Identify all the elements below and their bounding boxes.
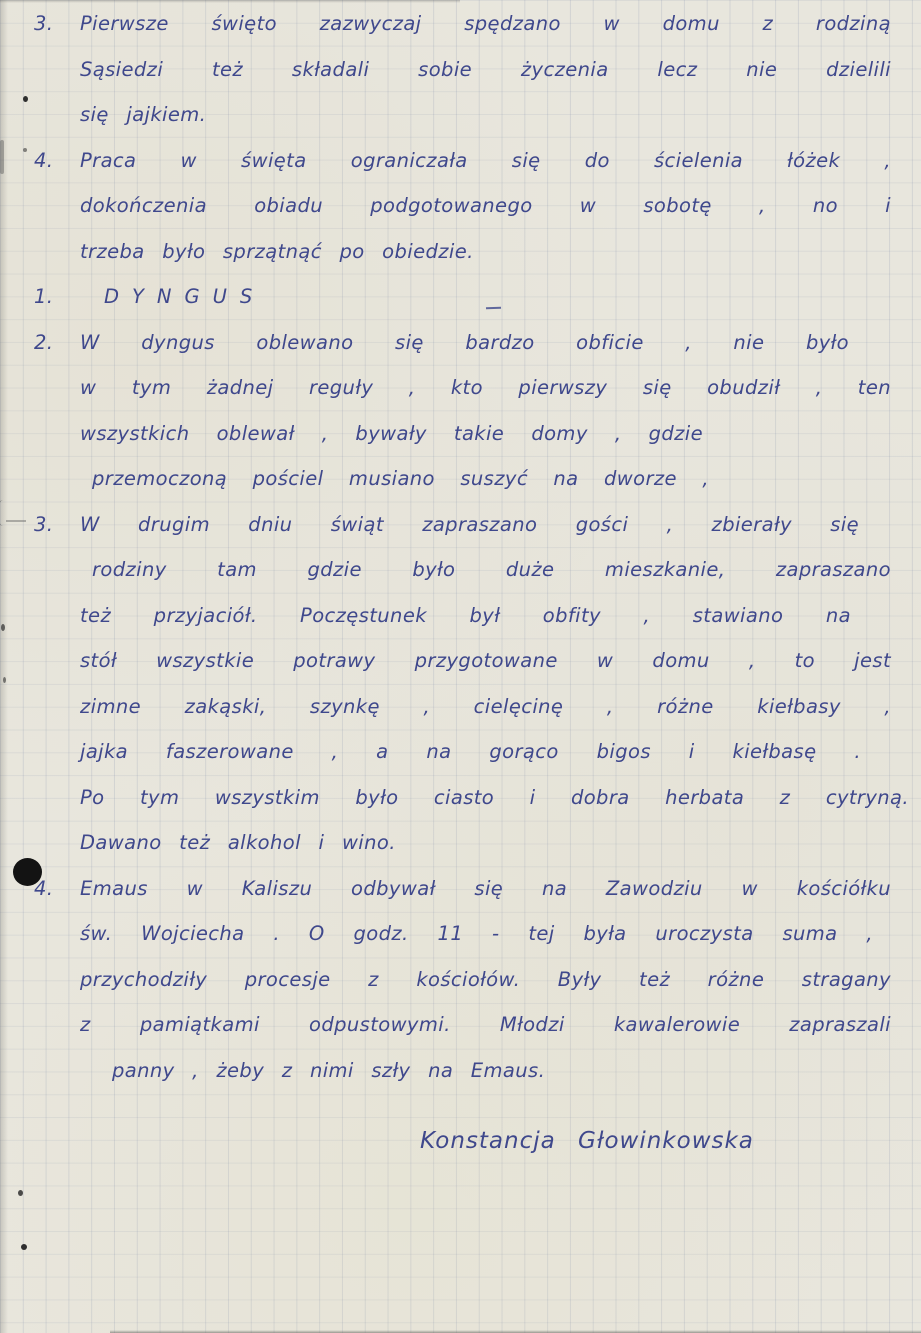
scan-edge-top — [0, 0, 460, 3]
handwriting-line-text: Dawano też alkohol i wino. — [80, 831, 396, 854]
ink-speck — [18, 1190, 23, 1196]
text-line — [0, 645, 921, 691]
handwritten-text — [0, 8, 921, 1154]
text-line — [0, 281, 921, 327]
handwriting-line-text: też przyjaciół. Poczęstunek był obfity , stawiano na — [80, 603, 851, 627]
handwriting-line-text: św. Wojciecha . O godz. 11 - tej była uroczysta suma , — [80, 922, 873, 945]
text-line — [0, 418, 921, 464]
text-line — [0, 54, 921, 100]
text-line — [0, 372, 921, 418]
text-line — [0, 509, 921, 555]
handwriting-line-text: wszystkich oblewał , bywały takie domy , gdzie — [80, 421, 703, 445]
text-line — [0, 1055, 921, 1101]
handwriting-line-text: się jajkiem. — [80, 103, 207, 126]
text-line — [0, 736, 921, 782]
ink-speck — [21, 1244, 27, 1250]
handwriting-line-text: Po tym wszystkim było ciasto i dobra herbata z cytryną. — [80, 785, 909, 809]
signature: Konstancja Głowinkowska — [420, 1128, 754, 1154]
handwriting-line-text: trzeba było sprzątnąć po obiedzie. — [80, 239, 474, 263]
handwriting-line-text: w tym żadnej reguły , kto pierwszy się obudził , ten — [80, 376, 891, 399]
handwriting-line-text: przemoczoną pościel musiano suszyć na dworze , — [92, 467, 709, 490]
text-line — [0, 327, 921, 373]
handwriting-line-text: W dyngus oblewano się bardzo obficie , nie było — [80, 330, 849, 354]
text-line — [0, 691, 921, 737]
handwriting-line-text: dokończenia obiadu podgotowanego w sobotę , no i — [80, 194, 891, 217]
handwriting-line-text: Praca w święta ograniczała się do ścielenia łóżek , — [80, 148, 891, 172]
text-line — [0, 8, 921, 54]
handwriting-line-text: Emaus w Kaliszu odbywał się na Zawodziu w kościółku — [80, 876, 891, 900]
text-line — [0, 99, 921, 145]
text-line — [0, 190, 921, 236]
handwriting-line-text: Sąsiedzi też składali sobie życzenia lecz nie dzielili — [80, 57, 891, 81]
list-number: 1. — [34, 285, 54, 308]
text-line — [0, 918, 921, 964]
handwriting-line-text: rodziny tam gdzie było duże mieszkanie, zapraszano — [92, 558, 891, 581]
handwriting-line-text: z pamiątkami odpustowymi. Młodzi kawalerowie zapraszali — [80, 1013, 891, 1036]
text-line — [0, 873, 921, 919]
text-lines — [0, 8, 921, 1100]
handwriting-line-text: stół wszystkie potrawy przygotowane w domu , to jest — [80, 649, 891, 672]
handwriting-line-text: panny , żeby z nimi szły na Emaus. — [112, 1058, 546, 1082]
list-number: 3. — [34, 512, 54, 536]
text-line — [0, 1009, 921, 1055]
handwriting-line-text: DYNGUS — [104, 285, 266, 308]
handwriting-line-text: zimne zakąski, szynkę , cielęcinę , różne kiełbasy , — [80, 694, 891, 718]
text-line — [0, 600, 921, 646]
text-line — [0, 236, 921, 282]
list-number: 2. — [34, 330, 54, 354]
list-number: 4. — [34, 876, 54, 900]
text-line — [0, 463, 921, 509]
handwriting-line-text: przychodziły procesje z kościołów. Były też różne stragany — [80, 967, 891, 991]
list-number: 3. — [34, 12, 54, 35]
text-line — [0, 782, 921, 828]
handwriting-line-text: W drugim dniu świąt zapraszano gości , zbierały się — [80, 512, 859, 536]
text-line — [0, 827, 921, 873]
handwriting-line-text: Pierwsze święto zazwyczaj spędzano w domu z rodziną — [80, 12, 891, 35]
text-line — [0, 145, 921, 191]
text-line — [0, 554, 921, 600]
handwriting-line-text: jajka faszerowane , a na gorąco bigos i kiełbasę . — [80, 740, 861, 763]
list-number: 4. — [34, 148, 54, 172]
text-line — [0, 964, 921, 1010]
